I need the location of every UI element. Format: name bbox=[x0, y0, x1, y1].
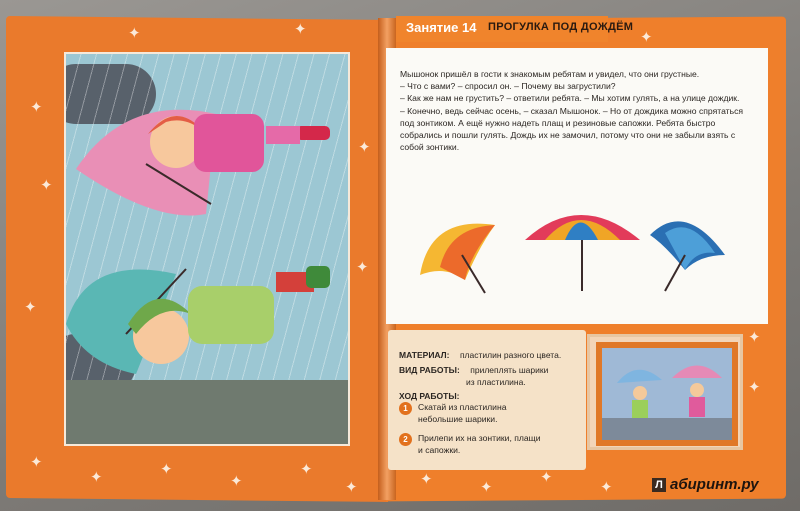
girl-coat bbox=[194, 114, 264, 172]
step-line: Прилепи их на зонтики, плащи bbox=[418, 433, 541, 443]
progress-label: ХОД РАБОТЫ: bbox=[399, 391, 460, 401]
boy-boots bbox=[306, 266, 330, 288]
work-type-label: ВИД РАБОТЫ: bbox=[399, 365, 460, 375]
story-paragraph: – Конечно, ведь сейчас осень, – сказал Мышонок. – Но от дождика можно спрятаться под зонтиком. А ещё нужно надеть плащ и резиновые сапожки. Ребята быстро собрались и пошли гулять. Дождь их не замочил, потому что они не забыли взять с собой зонтики. bbox=[400, 105, 744, 153]
maple-leaf-icon: ✦ bbox=[24, 299, 37, 316]
maple-leaf-icon: ✦ bbox=[294, 21, 307, 38]
maple-leaf-icon: ✦ bbox=[40, 177, 53, 194]
maple-leaf-icon: ✦ bbox=[358, 139, 371, 156]
maple-leaf-icon: ✦ bbox=[345, 479, 358, 496]
maple-leaf-icon: ✦ bbox=[600, 479, 613, 496]
maple-leaf-icon: ✦ bbox=[480, 479, 493, 496]
maple-leaf-icon: ✦ bbox=[748, 329, 761, 346]
rainbow-umbrella-icon bbox=[525, 215, 640, 291]
step-line: Скатай из пластилина bbox=[418, 402, 507, 412]
maple-leaf-icon: ✦ bbox=[230, 473, 243, 490]
story-paragraph: – Что с вами? – спросил он. – Почему вы загрустили? bbox=[400, 81, 616, 92]
step-line: и сапожки. bbox=[418, 444, 461, 455]
work-type-value: прилеплять шарики bbox=[470, 365, 549, 375]
work-type-value-cont bbox=[466, 372, 526, 390]
story-paragraph: – Как же нам не грустить? – ответили ребята. – Мы хотим гулять, а на улице дождик. bbox=[400, 93, 740, 104]
maple-leaf-icon: ✦ bbox=[160, 461, 173, 478]
lesson-title: ПРОГУЛКА ПОД ДОЖДЁМ bbox=[488, 21, 634, 33]
children-with-umbrellas-drawing bbox=[66, 54, 348, 444]
plasticine-craft-image bbox=[602, 348, 732, 440]
blue-umbrella-icon bbox=[650, 221, 725, 291]
story-paragraph: Мышонок пришёл в гости к знакомым ребятам и увидел, что они грустные. bbox=[400, 69, 700, 79]
maple-leaf-icon: ✦ bbox=[540, 469, 553, 486]
labirint-logo-icon: Л bbox=[652, 478, 666, 492]
girl-leg bbox=[266, 126, 300, 144]
step-text bbox=[418, 433, 541, 456]
material-label: МАТЕРИАЛ: bbox=[399, 350, 450, 360]
girl-boots bbox=[296, 126, 330, 140]
watermark-text: абиринт.ру bbox=[670, 476, 759, 493]
step-line: небольшие шарики. bbox=[418, 413, 498, 424]
boy-coat bbox=[188, 286, 274, 344]
maple-leaf-icon: ✦ bbox=[30, 454, 43, 471]
rain-illustration bbox=[64, 52, 350, 446]
work-type-value-2: из пластилина. bbox=[466, 377, 526, 387]
material-value: пластилин разного цвета. bbox=[459, 350, 562, 360]
step-text bbox=[418, 402, 507, 425]
maple-leaf-icon: ✦ bbox=[128, 25, 141, 42]
maple-leaf-icon: ✦ bbox=[300, 461, 313, 478]
maple-leaf-icon: ✦ bbox=[640, 29, 653, 46]
step-number-badge: 1 bbox=[399, 402, 412, 415]
yellow-umbrella-icon bbox=[420, 224, 495, 293]
lesson-number: Занятие 14 bbox=[406, 20, 477, 35]
story-text bbox=[400, 68, 755, 153]
step-number-badge: 2 bbox=[399, 433, 412, 446]
maple-leaf-icon: ✦ bbox=[90, 469, 103, 486]
maple-leaf-icon: ✦ bbox=[420, 471, 433, 488]
maple-leaf-icon: ✦ bbox=[30, 99, 43, 116]
umbrella-pictures bbox=[410, 195, 730, 305]
example-craft-photo bbox=[596, 342, 738, 446]
maple-leaf-icon: ✦ bbox=[356, 259, 369, 276]
maple-leaf-icon: ✦ bbox=[748, 379, 761, 396]
